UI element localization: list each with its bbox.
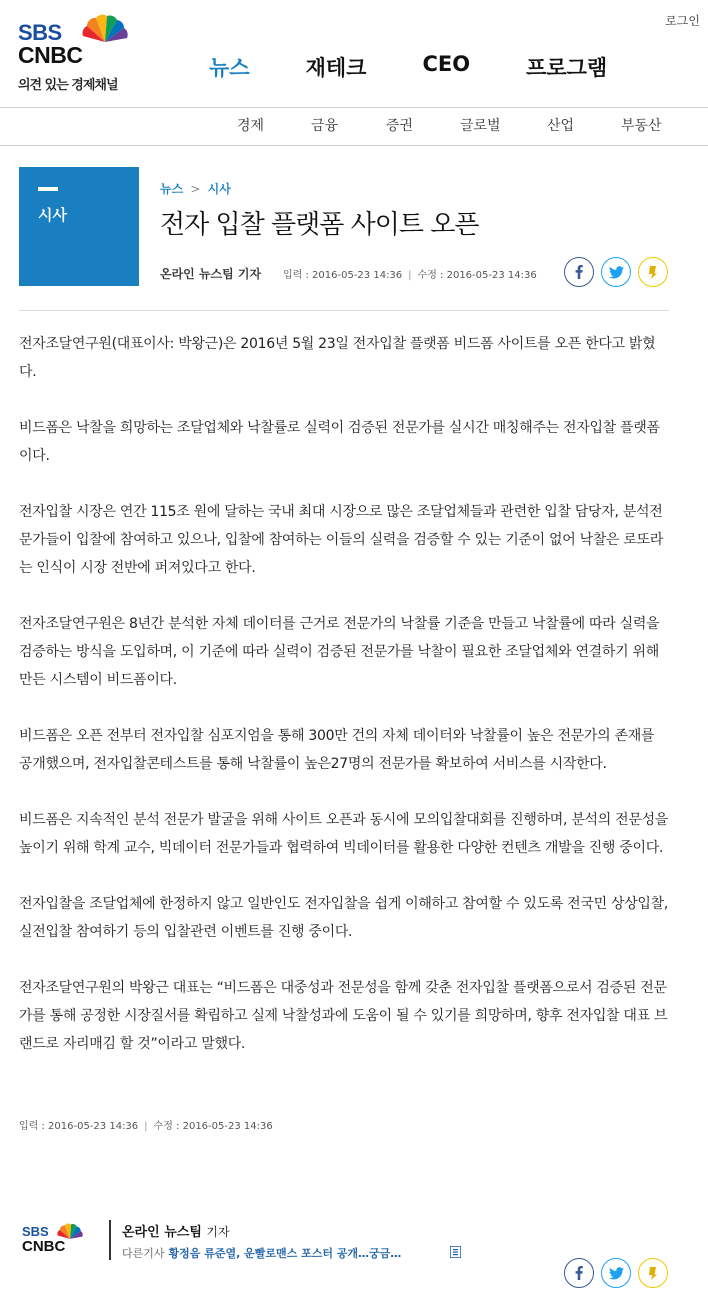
article-dates: [283, 266, 537, 281]
article-title: 전자 입찰 플랫폼 사이트 오픈: [160, 210, 479, 240]
logo-cnbc-text: CNBC: [18, 42, 83, 68]
subnav-divider: [0, 145, 708, 146]
byline-role: 기자: [206, 1225, 230, 1239]
breadcrumb-section[interactable]: 시사: [207, 182, 231, 196]
sub-nav-stocks[interactable]: 증권: [386, 118, 414, 134]
sub-nav-economy[interactable]: 경제: [237, 118, 265, 134]
main-nav-ceo[interactable]: CEO: [422, 52, 471, 76]
share-facebook-button[interactable]: [564, 257, 594, 287]
logo-sbs-text: SBS: [18, 20, 62, 45]
breadcrumb-news[interactable]: 뉴스: [160, 182, 184, 196]
byline-divider: [109, 1220, 111, 1260]
site-logo[interactable]: [18, 12, 133, 92]
byline-other-link[interactable]: 황정음 류준열, 운빨로맨스 포스터 공개…궁금…: [168, 1247, 402, 1260]
article-paragraph: 비드폼은 지속적인 분석 전문가 발굴을 위해 사이트 오픈과 동시에 모의입찰대회를 진행하며, 분석의 전문성을 높이기 위해 학계 교수, 빅데이터 전문가들과 협력하여 빅데이터를 활용한 다양한 컨텐츠 개발을 진행 중이다.: [19, 812, 669, 856]
article-paragraph: 전자조달연구원은 8년간 분석한 자체 데이터를 근거로 전문가의 낙찰률 기준을 만들고 낙찰률에 따라 실력을 검증하는 방식을 도입하며, 이 기준에 따라 실력이 검증된 전문가를 낙찰이 필요한 조달업체와 연결하기 위해 만든 시스템이 비드폼이다.: [19, 616, 660, 688]
byline-name: [122, 1221, 230, 1240]
article-paragraph: 전자조달연구원(대표이사: 박왕근)은 2016년 5월 23일 전자입찰 플랫폼 비드폼 사이트를 오픈 한다고 밝혔다.: [19, 336, 656, 380]
kakaostory-icon: [648, 1266, 658, 1281]
article-author: 온라인 뉴스팀 기자: [160, 267, 262, 281]
main-nav-program[interactable]: 프로그램: [526, 56, 608, 80]
byline-author: 온라인 뉴스팀: [122, 1225, 202, 1240]
sub-nav-industry[interactable]: 산업: [547, 118, 575, 134]
main-nav: [209, 52, 663, 82]
byline-other-articles: [122, 1245, 401, 1261]
facebook-icon: [572, 265, 586, 279]
header-divider: [0, 107, 708, 108]
byline-logo: [22, 1222, 90, 1258]
breadcrumb: [160, 180, 231, 197]
peacock-small-icon: [55, 1222, 85, 1240]
article-paragraph: 전자입찰 시장은 연간 115조 원에 달하는 국내 최대 시장으로 많은 조달업체들과 관련한 입찰 담당자, 분석전문가들이 입찰에 참여하고 있으나, 입찰에 참여하는 이들의 실력을 검증할 수 있는 기준이 없어 낙찰은 로또라는 인식이 시장 전반에 퍼져있다고 한다.: [19, 504, 664, 576]
bottom-share-kakaostory-button[interactable]: [638, 1258, 668, 1288]
sub-nav-realestate[interactable]: 부동산: [621, 118, 662, 134]
section-label: 시사: [38, 206, 67, 224]
share-twitter-button[interactable]: [601, 257, 631, 287]
twitter-icon: [609, 266, 624, 279]
sub-nav-banking[interactable]: 금융: [311, 118, 339, 134]
article-list-icon[interactable]: [450, 1246, 461, 1258]
article-header-divider: [19, 310, 669, 311]
article-body: [19, 330, 671, 1058]
logo-tagline: 의견 있는 경제채널: [18, 78, 118, 93]
date-separator: |: [408, 270, 412, 281]
section-bar: [38, 187, 58, 191]
breadcrumb-separator: >: [190, 182, 201, 196]
main-nav-news[interactable]: 뉴스: [209, 56, 250, 80]
peacock-logo-icon: [80, 12, 130, 44]
byline-logo-sbs: SBS: [22, 1224, 49, 1239]
article-paragraph: 전자조달연구원의 박왕근 대표는 “비드폼은 대중성과 전문성을 함께 갖춘 전자입찰 플랫폼으로서 검증된 전문가를 통해 공정한 시장질서를 확립하고 실제 낙찰성과에 도움이 될 수 있기를 희망하며, 향후 전자입찰 대표 브랜드로 자리매김 할 것”이라고 말했다.: [19, 980, 668, 1052]
login-link[interactable]: 로그인: [665, 14, 700, 28]
footer-date-separator: |: [144, 1121, 148, 1132]
article-paragraph: 전자입찰을 조달업체에 한정하지 않고 일반인도 전자입찰을 쉽게 이해하고 참여할 수 있도록 전국민 상상입찰, 실전입찰 참여하기 등의 입찰관련 이벤트를 진행 중이다.: [19, 896, 669, 940]
section-box: [19, 167, 139, 286]
footer-dates: [19, 1117, 273, 1132]
byline-other-label: 다른기사: [122, 1247, 165, 1260]
sub-nav-global[interactable]: 글로벌: [460, 118, 501, 134]
share-kakaostory-button[interactable]: [638, 257, 668, 287]
article-paragraph: 비드폼은 오픈 전부터 전자입찰 심포지엄을 통해 300만 건의 자체 데이터와 낙찰률이 높은 전문가의 존재를 공개했으며, 전자입찰콘테스트를 통해 낙찰률이 높은27명의 전문가를 확보하여 서비스를 시작한다.: [19, 728, 655, 772]
kakaostory-icon: [648, 265, 658, 280]
bottom-share-facebook-button[interactable]: [564, 1258, 594, 1288]
byline-logo-cnbc: CNBC: [22, 1238, 66, 1255]
footer-input-date: 입력 : 2016-05-23 14:36: [19, 1121, 139, 1132]
article-paragraph: 비드폼은 낙찰을 희망하는 조달업체와 낙찰률로 실력이 검증된 전문가를 실시간 매칭해주는 전자입찰 플랫폼이다.: [19, 420, 660, 464]
input-date: 입력 : 2016-05-23 14:36: [283, 270, 403, 281]
footer-modified-date: 수정 : 2016-05-23 14:36: [153, 1121, 273, 1132]
modified-date: 수정 : 2016-05-23 14:36: [417, 270, 537, 281]
twitter-icon: [609, 1267, 624, 1280]
facebook-icon: [572, 1266, 586, 1280]
main-nav-finance[interactable]: 재테크: [305, 56, 367, 80]
bottom-share-twitter-button[interactable]: [601, 1258, 631, 1288]
